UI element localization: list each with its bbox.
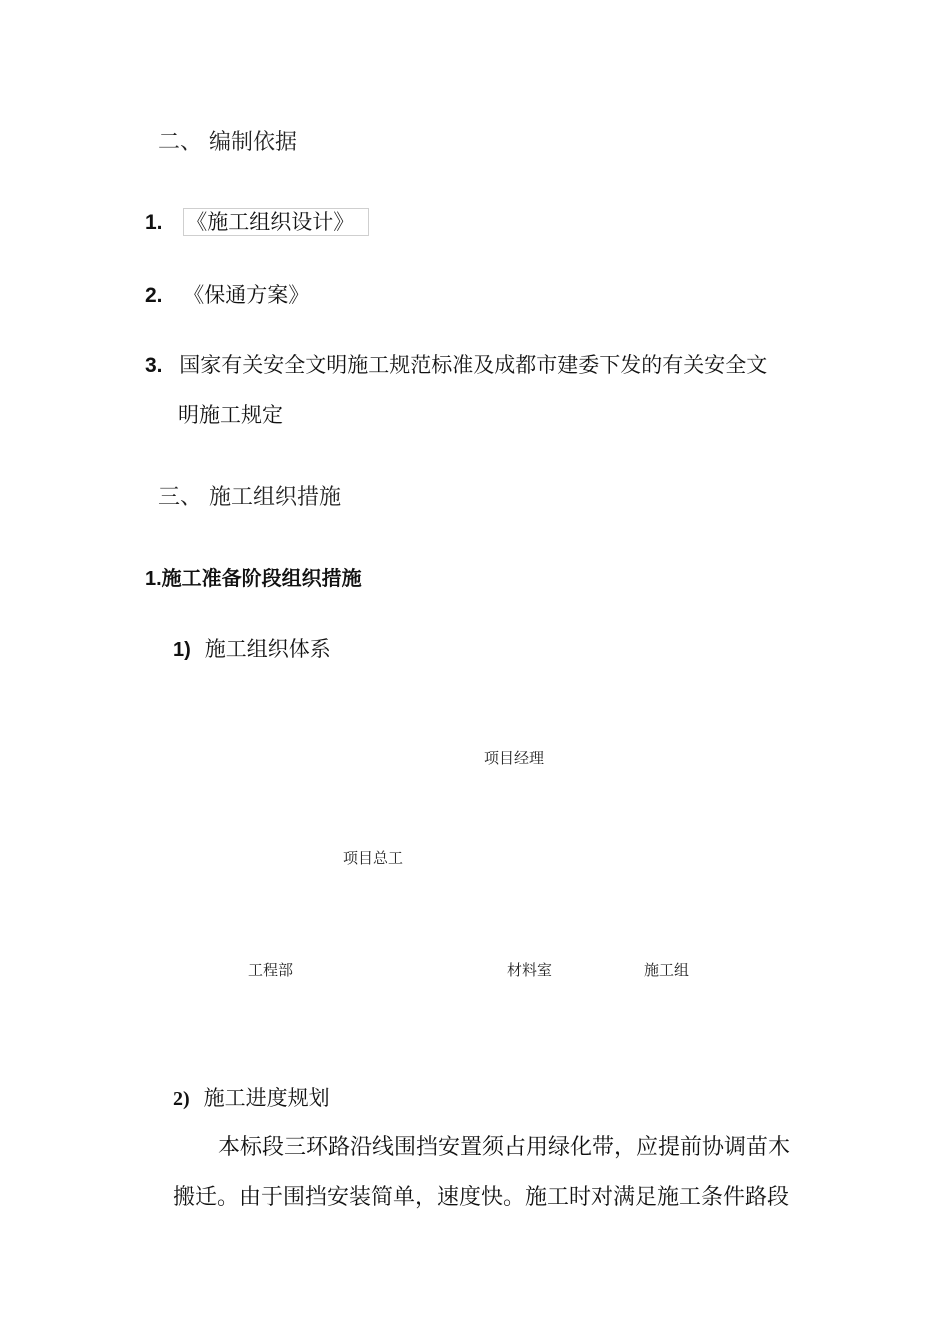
paragraph-line-2: 搬迁。由于围挡安装简单，速度快。施工时对满足施工条件路段 bbox=[173, 1185, 790, 1210]
basis-item-3 bbox=[145, 349, 767, 379]
item-number: 2. bbox=[145, 284, 163, 307]
paragraph-line-1: 本标段三环路沿线围挡安置须占用绿化带，应提前协调苗木 bbox=[218, 1135, 791, 1160]
subheading-text: 施工进度规划 bbox=[203, 1086, 330, 1110]
section-heading-basis: 二、 编制依据 bbox=[158, 130, 297, 155]
org-node-construction-group: 施工组 bbox=[644, 961, 690, 979]
subheading-schedule bbox=[173, 1082, 330, 1112]
subheading-prep-stage bbox=[145, 562, 362, 591]
subheading-number: 2) bbox=[173, 1088, 190, 1110]
subheading-text: 1.施工准备阶段组织措施 bbox=[145, 568, 362, 590]
subheading-text: 施工组织体系 bbox=[204, 637, 331, 661]
basis-item-2 bbox=[145, 279, 309, 309]
item-number: 3. bbox=[145, 354, 163, 377]
item-text-line1: 国家有关安全文明施工规范标准及成都市建委下发的有关安全文 bbox=[179, 353, 768, 377]
subheading-org-system bbox=[173, 633, 331, 663]
org-node-chief-engineer: 项目总工 bbox=[343, 849, 404, 867]
org-node-materials-room: 材料室 bbox=[507, 961, 553, 979]
org-node-project-manager: 项目经理 bbox=[484, 749, 545, 767]
item-number: 1. bbox=[145, 211, 163, 234]
org-node-engineering-dept: 工程部 bbox=[248, 961, 294, 979]
subheading-number: 1) bbox=[173, 639, 191, 661]
basis-item-1 bbox=[145, 208, 369, 236]
section-heading-measures: 三、 施工组织措施 bbox=[158, 485, 341, 510]
basis-item-3-line2: 明施工规定 bbox=[178, 403, 283, 427]
item-text: 《施工组织设计》 bbox=[183, 208, 369, 236]
item-text: 《保通方案》 bbox=[183, 283, 310, 307]
